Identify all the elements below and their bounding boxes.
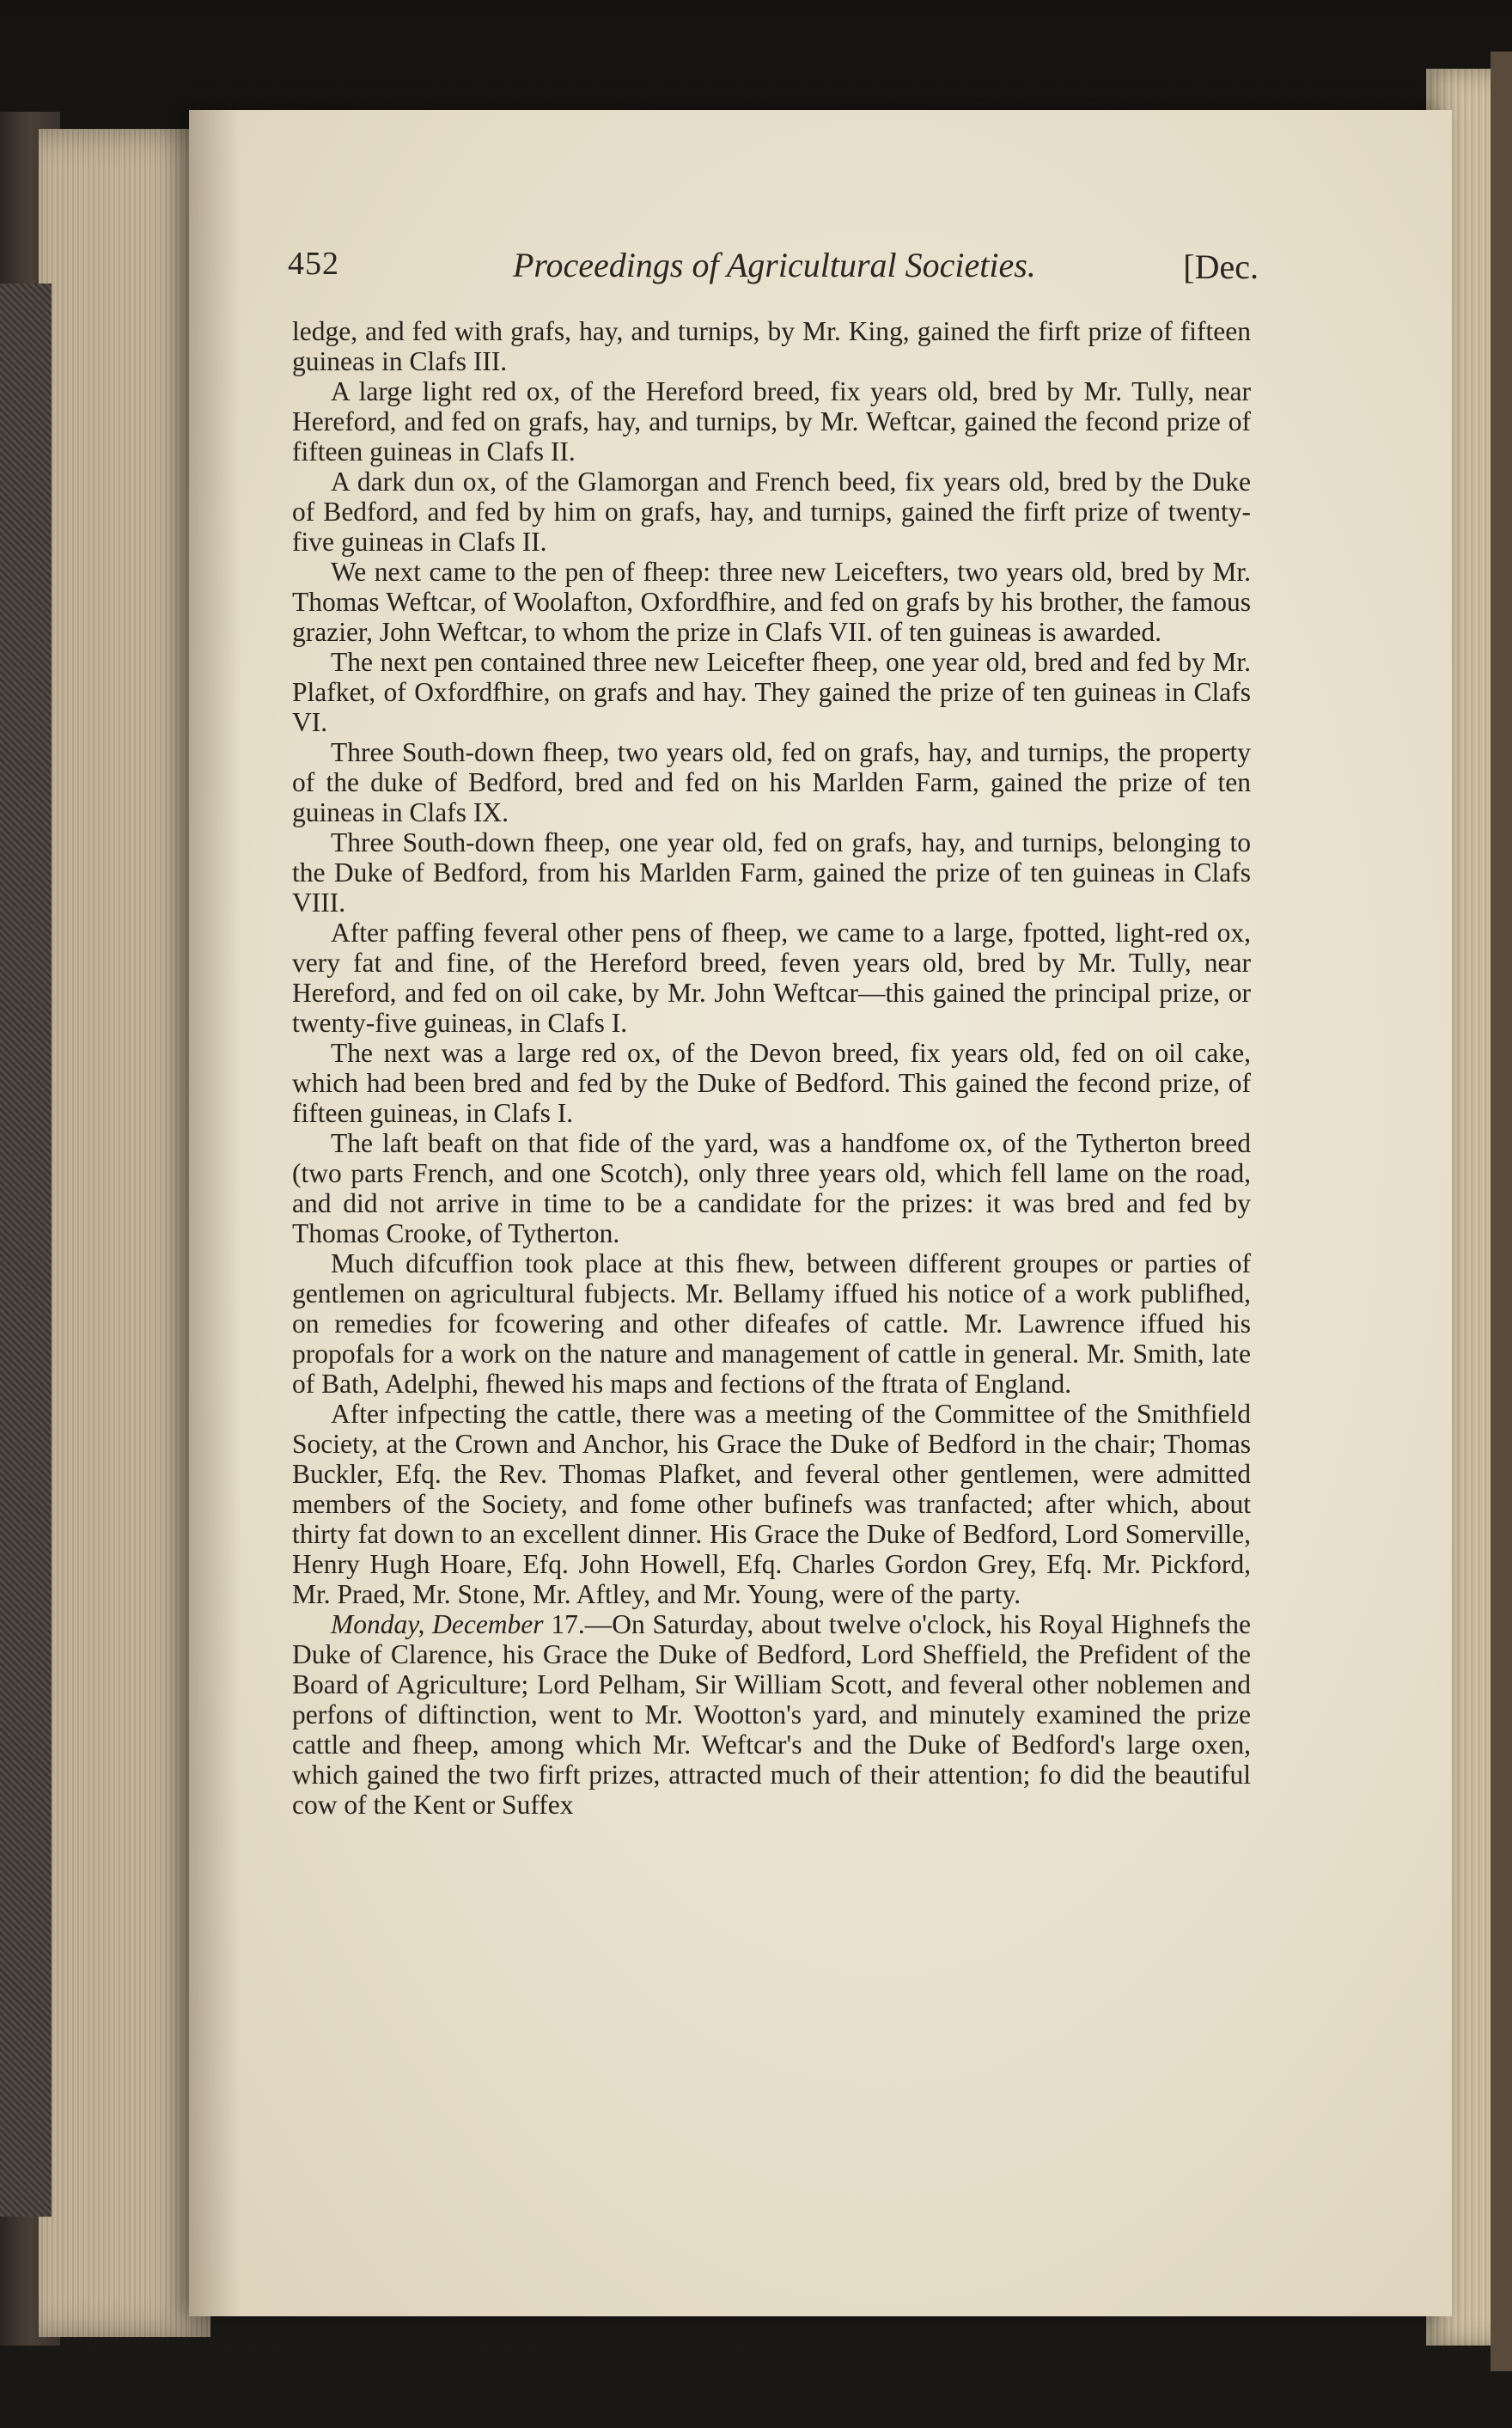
paragraph: After infpecting the cattle, there was a meeting of the Committee of the Smithfield Society, at the Crown and Anchor, his Grace the Duke of Bedford in the chair; Thomas Buckler, Efq. the Rev. Thomas Plafket, and feveral other gentlemen, were admitted members of the Society, and fome other bufinefs was tranfacted; after which, about thirty fat down to an excellent dinner. His Grace the Duke of Bedford, Lord Somerville, Henry Hugh Hoare, Efq. John Howell, Efq. Charles Gordon Grey, Efq. Mr. Pickford, Mr. Praed, Mr. Stone, Mr. Aftley, and Mr. Young, were of the party.	[292, 1399, 1251, 1609]
paragraph: The next pen contained three new Leicefter fheep, one year old, bred and fed by Mr. Plafket, of Oxfordfhire, on grafs and hay. They gained the prize of ten guineas in Clafs VI.	[292, 647, 1251, 737]
left-page-edges	[39, 129, 210, 2337]
date-lead: Monday, December	[331, 1609, 544, 1639]
paragraph: Three South-down fheep, one year old, fed on grafs, hay, and turnips, belonging to the Duke of Bedford, from his Marlden Farm, gained the prize of ten guineas in Clafs VIII.	[292, 827, 1251, 918]
paragraph: We next came to the pen of fheep: three new Leicefters, two years old, bred by Mr. Thomas Weftcar, of Woolafton, Oxfordfhire, and fed on grafs by his brother, the famous grazier, John Weftcar, to whom the prize in Clafs VII. of ten guineas is awarded.	[292, 557, 1251, 647]
paragraph: The next was a large red ox, of the Devon breed, fix years old, fed on oil cake, which had been bred and fed by the Duke of Bedford. This gained the fecond prize, of fifteen guineas, in Clafs I.	[292, 1038, 1251, 1128]
paragraph: Much difcuffion took place at this fhew, between different groupes or parties of gentlemen on agricultural fubjects. Mr. Bellamy iffued his notice of a work publifhed, on remedies for fcowering and other difeafes of cattle. Mr. Lawrence iffued his propofals for a work on the nature and management of cattle in general. Mr. Smith, late of Bath, Adelphi, fhewed his maps and fections of the ftrata of England.	[292, 1248, 1251, 1399]
paragraph: After paffing feveral other pens of fheep, we came to a large, fpotted, light-red ox, very fat and fine, of the Hereford breed, feven years old, bred by Mr. Tully, near Hereford, and fed on oil cake, by Mr. John Weftcar—this gained the principal prize, or twenty-five guineas, in Clafs I.	[292, 918, 1251, 1038]
paragraph	[292, 1609, 1251, 1820]
paragraph: A large light red ox, of the Hereford breed, fix years old, bred by Mr. Tully, near Hereford, and fed on grafs, hay, and turnips, by Mr. Weftcar, gained the fecond prize of fifteen guineas in Clafs II.	[292, 376, 1251, 467]
running-head	[288, 245, 1259, 296]
page-month: [Dec.	[1183, 247, 1259, 286]
paragraph-text: 17.—On Saturday, about twelve o'clock, his Royal Highnefs the Duke of Clarence, his Grace the Duke of Bedford, Lord Sheffield, the Prefident of the Board of Agriculture; Lord Pelham, Sir William Scott, and feveral other noblemen and perfons of diftinction, went to Mr. Wootton's yard, and minutely examined the prize cattle and fheep, among which Mr. Weftcar's and the Duke of Bedford's large oxen, which gained the two firft prizes, attracted much of their attention; fo did the beautiful cow of the Kent or Suffex	[292, 1609, 1252, 1820]
page-number: 452	[288, 246, 339, 282]
right-board	[1491, 52, 1512, 2371]
paragraph: A dark dun ox, of the Glamorgan and French beed, fix years old, bred by the Duke of Bedford, and fed by him on grafs, hay, and turnips, gained the firft prize of twenty-five guineas in Clafs II.	[292, 467, 1251, 557]
text-body	[292, 316, 1251, 1820]
marbled-board	[0, 284, 52, 2217]
paragraph: The laft beaft on that fide of the yard, was a handfome ox, of the Tytherton breed (two parts French, and one Scotch), only three years old, which fell lame on the road, and did not arrive in time to be a candidate for the prizes: it was bred and fed by Thomas Crooke, of Tytherton.	[292, 1128, 1251, 1248]
gutter-shadow	[189, 110, 241, 2316]
page-title: Proceedings of Agricultural Societies.	[513, 246, 1036, 284]
paragraph: ledge, and fed with grafs, hay, and turnips, by Mr. King, gained the firft prize of fifteen guineas in Clafs III.	[292, 316, 1251, 376]
paragraph: Three South-down fheep, two years old, fed on grafs, hay, and turnips, the property of the duke of Bedford, bred and fed on his Marlden Farm, gained the prize of ten guineas in Clafs IX.	[292, 737, 1251, 827]
